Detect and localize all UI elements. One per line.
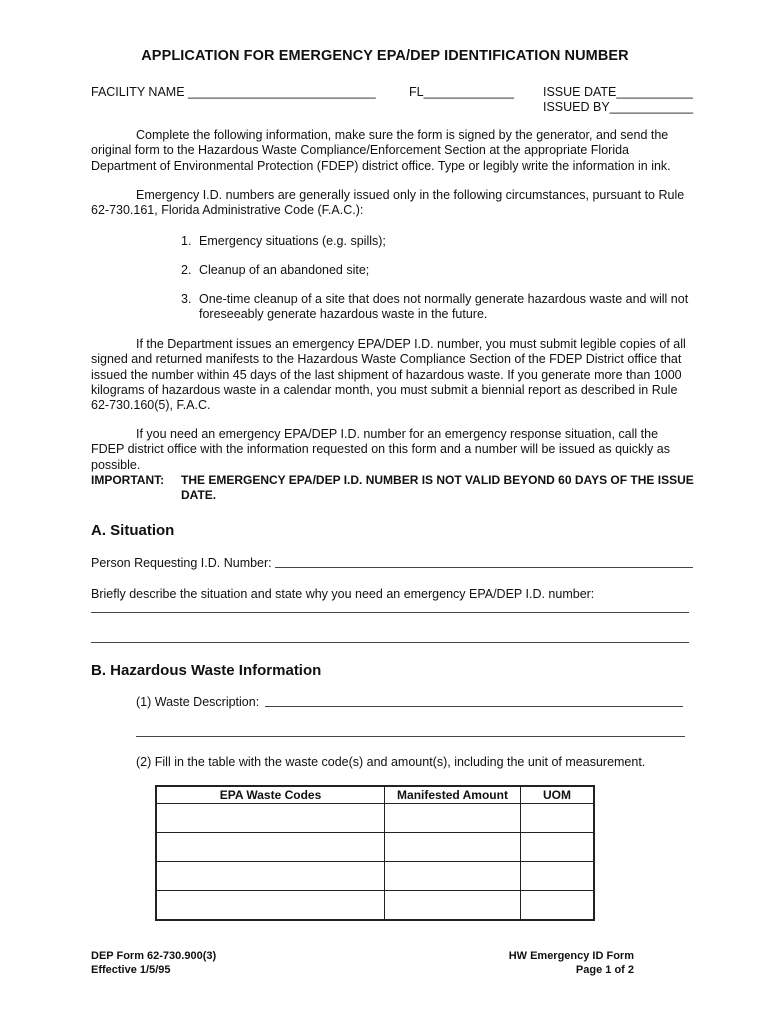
uom-cell[interactable] [521, 804, 595, 833]
important-text: THE EMERGENCY EPA/DEP I.D. NUMBER IS NOT VALID BEYOND 60 DAYS OF THE ISSUE DATE. [181, 473, 694, 503]
circumstances-paragraph: Emergency I.D. numbers are generally issued only in the following circumstances, pursuant to Rule 62-730.161, Florida Administrative Code (F.A.C.): [91, 188, 685, 218]
list-number: 3. [181, 292, 192, 306]
uom-header: UOM [521, 786, 595, 804]
waste-code-cell[interactable] [156, 891, 385, 921]
amount-cell[interactable] [385, 891, 521, 921]
amount-cell[interactable] [385, 833, 521, 862]
waste-description-label: (1) Waste Description: [136, 695, 263, 709]
epa-waste-codes-header: EPA Waste Codes [156, 786, 385, 804]
list-text: Emergency situations (e.g. spills); [199, 234, 386, 248]
table-header-row [156, 786, 594, 804]
page-title: APPLICATION FOR EMERGENCY EPA/DEP IDENTIFICATION NUMBER [141, 48, 629, 64]
amount-cell[interactable] [385, 804, 521, 833]
situation-description-line-1[interactable] [91, 612, 689, 613]
issued-by-field[interactable]: ISSUED BY____________ [543, 100, 694, 114]
waste-description-input[interactable] [265, 706, 683, 707]
table-row [156, 804, 594, 833]
situation-description-line-2[interactable] [91, 642, 689, 643]
waste-code-cell[interactable] [156, 804, 385, 833]
important-label: IMPORTANT: [91, 473, 165, 487]
person-requesting-input[interactable] [275, 567, 693, 568]
emergency-call-paragraph: If you need an emergency EPA/DEP I.D. number for an emergency response situation, call the FDEP district office with the information requested on this form and a number will be issued as quickly as possible. [91, 427, 670, 472]
manifested-amount-header: Manifested Amount [385, 786, 521, 804]
uom-cell[interactable] [521, 891, 595, 921]
waste-table [155, 785, 595, 921]
instructions-paragraph: Complete the following information, make sure the form is signed by the generator, and send the original form to the Hazardous Waste Compliance/Enforcement Section at the appropriate Florida Department of Environmental Protection (FDEP) district office. Type or legibly write the information in ink. [91, 128, 671, 173]
table-row [156, 891, 594, 921]
footer-left [91, 949, 216, 977]
waste-description-line-2[interactable] [136, 736, 685, 737]
effective-date: Effective 1/5/95 [91, 964, 171, 976]
list-text: Cleanup of an abandoned site; [199, 263, 370, 277]
important-notice [91, 473, 711, 503]
list-text: One-time cleanup of a site that does not normally generate hazardous waste and will not foreseeably generate hazardous waste in the future. [199, 292, 689, 322]
footer-right [509, 949, 634, 977]
uom-cell[interactable] [521, 862, 595, 891]
facility-name-field[interactable]: FACILITY NAME ___________________________ [91, 85, 376, 99]
list-number: 2. [181, 263, 192, 277]
page-number: Page 1 of 2 [575, 964, 634, 976]
table-instruction: (2) Fill in the table with the waste code(s) and amount(s), including the unit of measurement. [136, 755, 646, 769]
situation-description-label: Briefly describe the situation and state why you need an emergency EPA/DEP I.D. number: [91, 587, 595, 601]
table-row [156, 833, 594, 862]
form-name: HW Emergency ID Form [508, 950, 634, 962]
table-row [156, 862, 594, 891]
section-b-heading: B. Hazardous Waste Information [91, 662, 322, 679]
issue-date-field[interactable]: ISSUE DATE___________ [543, 85, 693, 99]
list-number: 1. [181, 234, 192, 248]
amount-cell[interactable] [385, 862, 521, 891]
section-a-heading: A. Situation [91, 522, 175, 539]
fl-field[interactable]: FL_____________ [409, 85, 514, 99]
form-number: DEP Form 62-730.900(3) [91, 950, 217, 962]
manifest-paragraph: If the Department issues an emergency EPA/DEP I.D. number, you must submit legible copies of all signed and returned manifests to the Hazardous Waste Compliance Section of the FDEP District office that issued the number within 45 days of the last shipment of hazardous waste. If you generate more than 1000 kilograms of hazardous waste in a calendar month, you must submit a biennial report as described in Rule 62-730.160(5), F.A.C. [91, 337, 686, 413]
uom-cell[interactable] [521, 833, 595, 862]
waste-code-cell[interactable] [156, 833, 385, 862]
waste-code-cell[interactable] [156, 862, 385, 891]
person-requesting-label: Person Requesting I.D. Number: [91, 556, 276, 570]
